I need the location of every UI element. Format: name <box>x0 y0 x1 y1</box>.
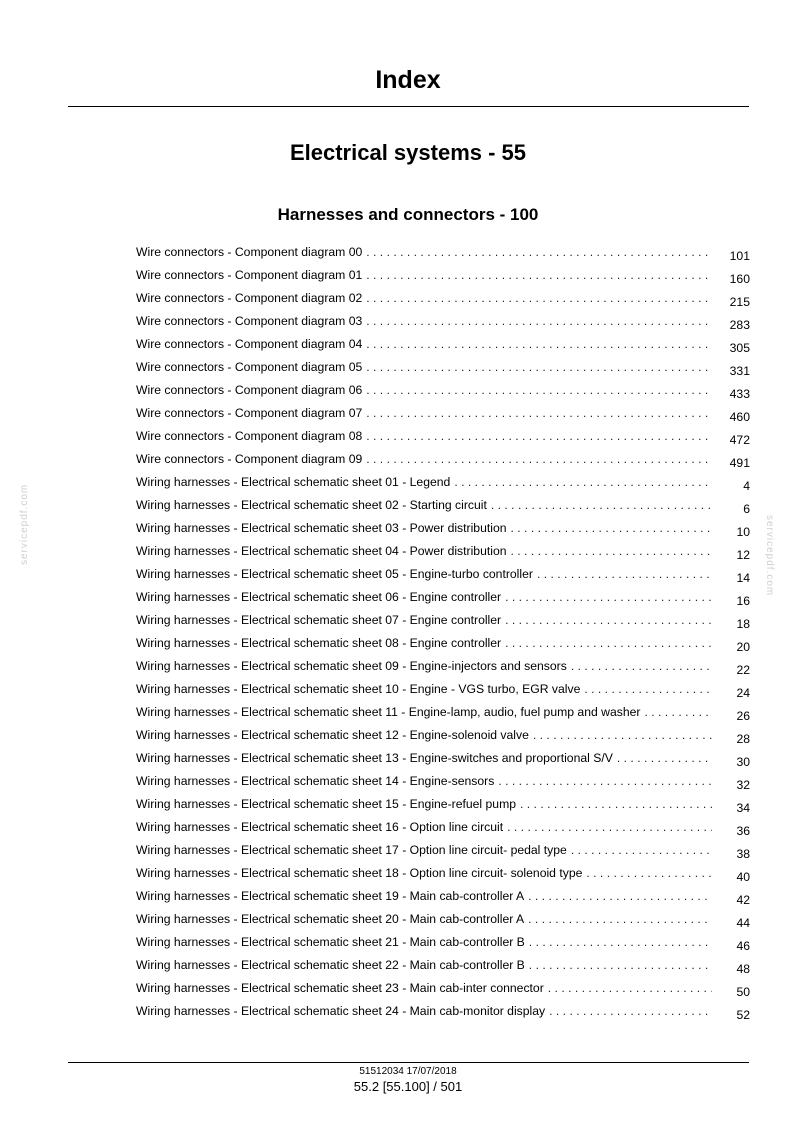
toc-leader-dots <box>548 981 712 995</box>
toc-leader-dots <box>366 291 712 305</box>
toc-leader-dots <box>529 935 712 949</box>
toc-entry-page: 28 <box>736 732 750 746</box>
toc-leader-dots <box>520 797 712 811</box>
toc-entry-page: 18 <box>736 617 750 631</box>
toc-entry-label: Wire connectors - Component diagram 01 <box>136 268 363 282</box>
toc-entry[interactable] <box>136 866 750 889</box>
toc-entry-page: 160 <box>729 272 750 286</box>
toc-entry-page: 46 <box>736 939 750 953</box>
toc-entry-label: Wiring harnesses - Electrical schematic sheet 09 - Engine-injectors and sensors <box>136 659 567 673</box>
toc-entry-label: Wire connectors - Component diagram 06 <box>136 383 363 397</box>
watermark-right: servicepdf.com <box>764 515 775 597</box>
toc-entry-label: Wiring harnesses - Electrical schematic sheet 12 - Engine-solenoid valve <box>136 728 529 742</box>
toc-entry-label: Wiring harnesses - Electrical schematic sheet 10 - Engine - VGS turbo, EGR valve <box>136 682 581 696</box>
toc-entry[interactable] <box>136 314 750 337</box>
toc-entry[interactable] <box>136 751 750 774</box>
toc-entry-label: Wiring harnesses - Electrical schematic sheet 07 - Engine controller <box>136 613 502 627</box>
toc-entry-page: 472 <box>729 433 750 447</box>
toc-entry-page: 101 <box>729 249 750 263</box>
toc-leader-dots <box>511 544 712 558</box>
toc-entry-page: 331 <box>729 364 750 378</box>
toc-entry-page: 12 <box>736 548 750 562</box>
toc-entry-page: 20 <box>736 640 750 654</box>
toc-entry[interactable] <box>136 981 750 1004</box>
toc-leader-dots <box>366 360 712 374</box>
toc-entry-page: 44 <box>736 916 750 930</box>
page-title: Index <box>375 66 441 94</box>
toc-entry-label: Wiring harnesses - Electrical schematic sheet 15 - Engine-refuel pump <box>136 797 517 811</box>
toc-leader-dots <box>366 406 712 420</box>
toc-entry[interactable] <box>136 245 750 268</box>
toc-entry-page: 215 <box>729 295 750 309</box>
toc-entry[interactable] <box>136 268 750 291</box>
toc-leader-dots <box>586 866 712 880</box>
toc-leader-dots <box>584 682 712 696</box>
toc-entry[interactable] <box>136 475 750 498</box>
toc-entry-label: Wiring harnesses - Electrical schematic sheet 11 - Engine-lamp, audio, fuel pump and washer <box>136 705 641 719</box>
toc-leader-dots <box>505 636 712 650</box>
toc-entry-label: Wiring harnesses - Electrical schematic sheet 13 - Engine-switches and proportional S/V <box>136 751 613 765</box>
top-divider <box>68 106 749 107</box>
toc-entry-page: 36 <box>736 824 750 838</box>
toc-leader-dots <box>644 705 712 719</box>
toc-leader-dots <box>366 429 712 443</box>
toc-entry[interactable] <box>136 521 750 544</box>
toc-leader-dots <box>528 889 712 903</box>
toc-entry[interactable] <box>136 452 750 475</box>
toc-entry-page: 30 <box>736 755 750 769</box>
toc-entry[interactable] <box>136 383 750 406</box>
toc-entry-label: Wire connectors - Component diagram 08 <box>136 429 363 443</box>
page-reference: 55.2 [55.100] / 501 <box>353 1079 463 1094</box>
toc-entry[interactable] <box>136 843 750 866</box>
toc-entry-label: Wiring harnesses - Electrical schematic sheet 05 - Engine-turbo controller <box>136 567 533 581</box>
toc-entry-label: Wiring harnesses - Electrical schematic sheet 06 - Engine controller <box>136 590 502 604</box>
toc-entry[interactable] <box>136 682 750 705</box>
toc-entry-label: Wiring harnesses - Electrical schematic sheet 18 - Option line circuit- solenoid type <box>136 866 583 880</box>
toc-entry[interactable] <box>136 406 750 429</box>
section-title: Electrical systems - 55 <box>289 140 527 165</box>
bottom-divider <box>68 1062 749 1063</box>
toc-entry[interactable] <box>136 498 750 521</box>
toc-entry-label: Wiring harnesses - Electrical schematic sheet 17 - Option line circuit- pedal type <box>136 843 567 857</box>
toc-entry[interactable] <box>136 636 750 659</box>
toc-leader-dots <box>537 567 712 581</box>
toc-entry-page: 24 <box>736 686 750 700</box>
toc-entry-page: 52 <box>736 1008 750 1022</box>
toc-entry-label: Wire connectors - Component diagram 02 <box>136 291 363 305</box>
toc-leader-dots <box>507 820 712 834</box>
toc-entry-label: Wiring harnesses - Electrical schematic sheet 16 - Option line circuit <box>136 820 504 834</box>
toc-leader-dots <box>366 314 712 328</box>
toc-entry[interactable] <box>136 291 750 314</box>
toc-entry-label: Wire connectors - Component diagram 04 <box>136 337 363 351</box>
toc-entry-page: 22 <box>736 663 750 677</box>
toc-entry[interactable] <box>136 728 750 751</box>
toc-entry[interactable] <box>136 912 750 935</box>
toc-entry-label: Wiring harnesses - Electrical schematic sheet 22 - Main cab-controller B <box>136 958 525 972</box>
toc-entry-label: Wiring harnesses - Electrical schematic sheet 14 - Engine-sensors <box>136 774 495 788</box>
toc-leader-dots <box>511 521 712 535</box>
toc-entry[interactable] <box>136 1004 750 1027</box>
toc-leader-dots <box>366 452 712 466</box>
toc-entry[interactable] <box>136 797 750 820</box>
toc-leader-dots <box>571 659 712 673</box>
toc-entry-page: 283 <box>729 318 750 332</box>
toc-leader-dots <box>617 751 712 765</box>
toc-leader-dots <box>549 1004 712 1018</box>
toc-entry-page: 40 <box>736 870 750 884</box>
toc-entry-label: Wire connectors - Component diagram 09 <box>136 452 363 466</box>
toc-entry-label: Wiring harnesses - Electrical schematic sheet 21 - Main cab-controller B <box>136 935 525 949</box>
toc-entry[interactable] <box>136 889 750 912</box>
toc-entry[interactable] <box>136 590 750 613</box>
toc-entry-page: 460 <box>729 410 750 424</box>
toc-entry-page: 48 <box>736 962 750 976</box>
document-id: 51512034 17/07/2018 <box>359 1066 457 1077</box>
toc-entry-label: Wire connectors - Component diagram 05 <box>136 360 363 374</box>
toc-entry[interactable] <box>136 935 750 958</box>
toc-leader-dots <box>366 383 712 397</box>
toc-entry-label: Wiring harnesses - Electrical schematic sheet 20 - Main cab-controller A <box>136 912 525 926</box>
toc-entry-label: Wiring harnesses - Electrical schematic sheet 08 - Engine controller <box>136 636 502 650</box>
toc-entry-label: Wiring harnesses - Electrical schematic sheet 03 - Power distribution <box>136 521 507 535</box>
toc-entry-page: 34 <box>736 801 750 815</box>
toc-leader-dots <box>366 268 712 282</box>
toc-leader-dots <box>366 245 712 259</box>
toc-entry-page: 6 <box>743 502 750 516</box>
toc-leader-dots <box>505 613 712 627</box>
toc-leader-dots <box>491 498 712 512</box>
subsection-title: Harnesses and connectors - 100 <box>277 205 539 224</box>
toc-entry[interactable] <box>136 337 750 360</box>
toc-entry-label: Wiring harnesses - Electrical schematic sheet 01 - Legend <box>136 475 451 489</box>
toc-entry-page: 38 <box>736 847 750 861</box>
toc-entry[interactable] <box>136 544 750 567</box>
toc-entry-label: Wiring harnesses - Electrical schematic sheet 19 - Main cab-controller A <box>136 889 525 903</box>
toc-entry-label: Wiring harnesses - Electrical schematic sheet 23 - Main cab-inter connector <box>136 981 544 995</box>
table-of-contents <box>136 245 750 1027</box>
toc-entry-page: 16 <box>736 594 750 608</box>
toc-entry[interactable] <box>136 958 750 981</box>
toc-entry-page: 305 <box>729 341 750 355</box>
toc-entry[interactable] <box>136 774 750 797</box>
toc-leader-dots <box>533 728 712 742</box>
toc-entry-page: 14 <box>736 571 750 585</box>
toc-entry-label: Wire connectors - Component diagram 00 <box>136 245 363 259</box>
toc-entry[interactable] <box>136 429 750 452</box>
toc-entry-label: Wire connectors - Component diagram 07 <box>136 406 363 420</box>
toc-entry[interactable] <box>136 659 750 682</box>
toc-entry-page: 32 <box>736 778 750 792</box>
toc-entry-page: 10 <box>736 525 750 539</box>
toc-entry[interactable] <box>136 360 750 383</box>
toc-entry-page: 26 <box>736 709 750 723</box>
toc-entry[interactable] <box>136 567 750 590</box>
toc-entry[interactable] <box>136 705 750 728</box>
toc-leader-dots <box>529 958 712 972</box>
toc-leader-dots <box>498 774 712 788</box>
toc-entry-label: Wiring harnesses - Electrical schematic sheet 24 - Main cab-monitor display <box>136 1004 546 1018</box>
toc-leader-dots <box>505 590 712 604</box>
toc-entry-page: 491 <box>729 456 750 470</box>
toc-leader-dots <box>528 912 712 926</box>
watermark-left: servicepdf.com <box>19 483 30 565</box>
toc-entry-page: 433 <box>729 387 750 401</box>
toc-entry-label: Wire connectors - Component diagram 03 <box>136 314 363 328</box>
toc-leader-dots <box>571 843 712 857</box>
toc-entry-label: Wiring harnesses - Electrical schematic sheet 04 - Power distribution <box>136 544 507 558</box>
toc-leader-dots <box>366 337 712 351</box>
toc-entry[interactable] <box>136 820 750 843</box>
toc-entry-label: Wiring harnesses - Electrical schematic sheet 02 - Starting circuit <box>136 498 487 512</box>
toc-entry[interactable] <box>136 613 750 636</box>
toc-entry-page: 42 <box>736 893 750 907</box>
toc-entry-page: 50 <box>736 985 750 999</box>
toc-leader-dots <box>454 475 712 489</box>
toc-entry-page: 4 <box>743 479 750 493</box>
